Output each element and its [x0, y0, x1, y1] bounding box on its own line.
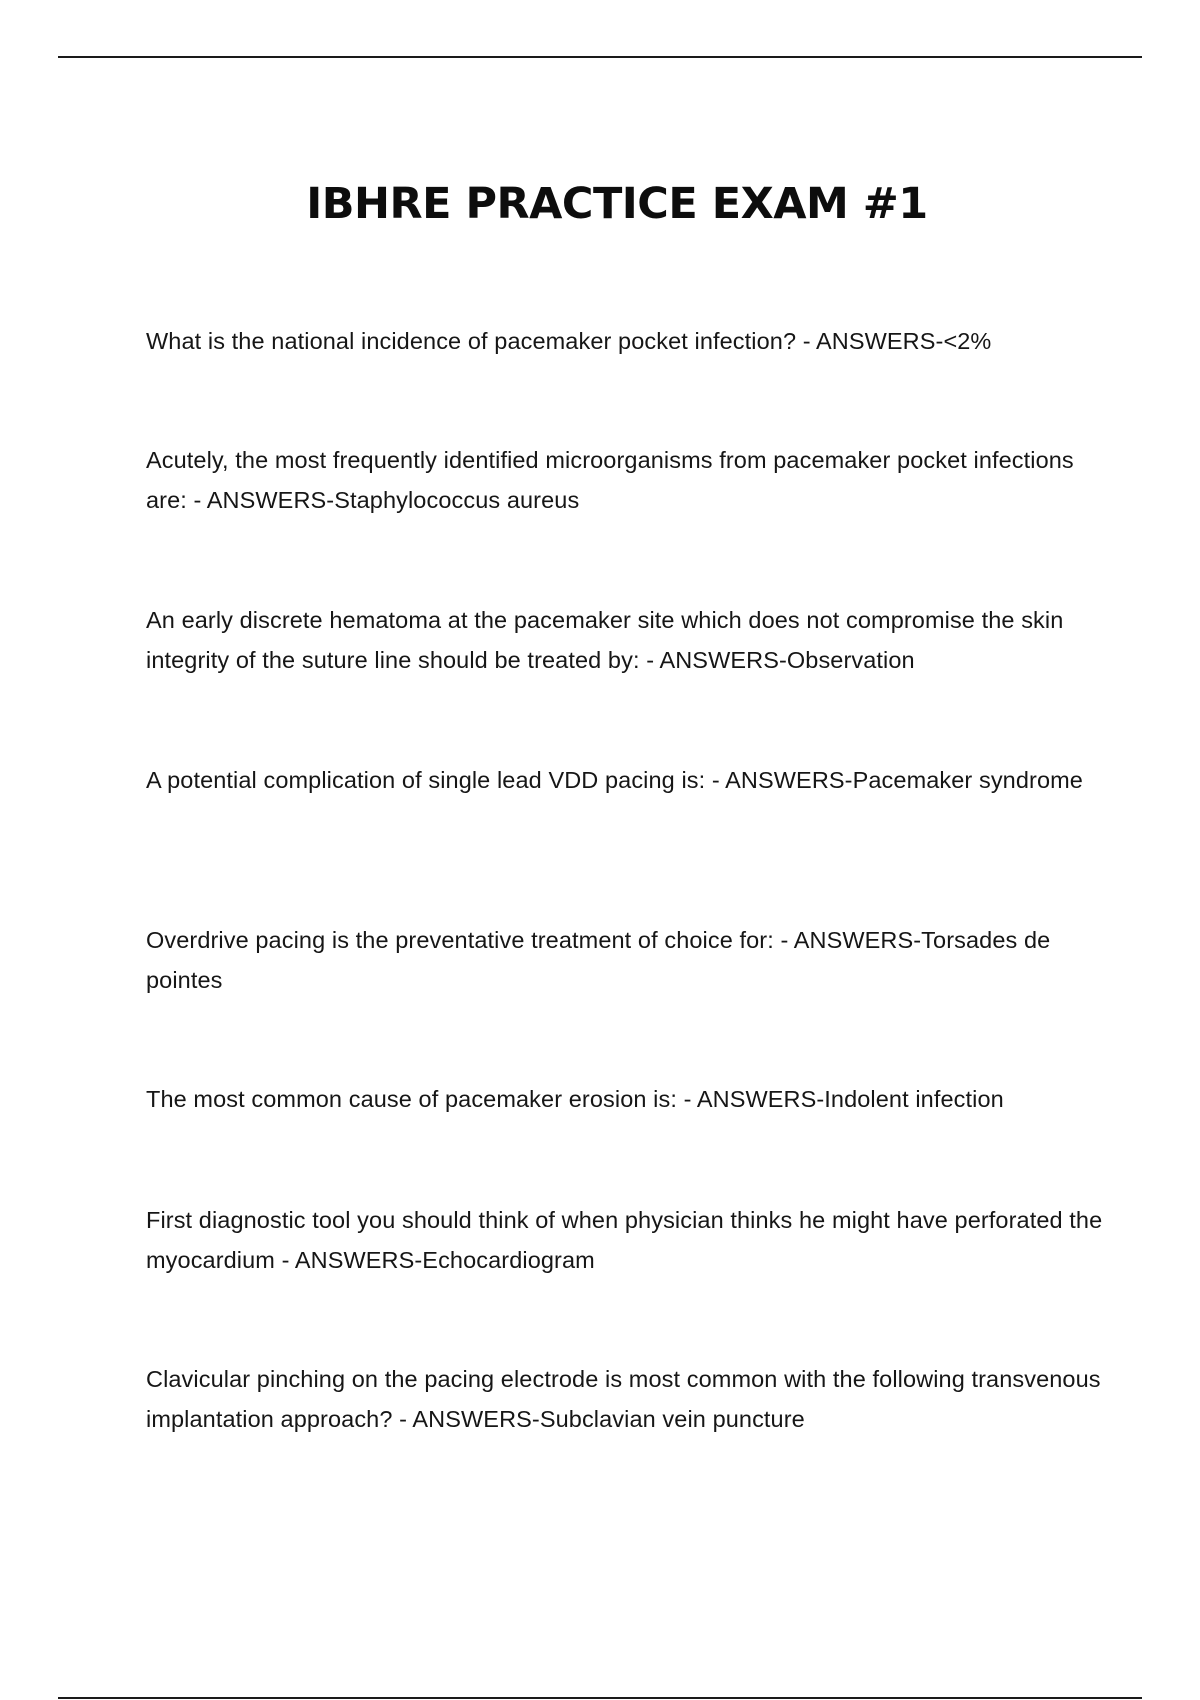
question-answer-item: An early discrete hematoma at the pacemaker site which does not compromise the skin integrity of the suture line should be treated by: - ANSWERS-Observation: [146, 606, 1064, 673]
question-answer-item: The most common cause of pacemaker erosion is: - ANSWERS-Indolent infection: [146, 1085, 1004, 1112]
bottom-divider: [58, 1697, 1142, 1699]
question-answer-item: A potential complication of single lead VDD pacing is: - ANSWERS-Pacemaker syndrome: [146, 766, 1083, 793]
question-answer-item: First diagnostic tool you should think of when physician thinks he might have perforated the myocardium - ANSWERS-Echocardiogram: [146, 1206, 1103, 1273]
question-answer-item: Overdrive pacing is the preventative treatment of choice for: - ANSWERS-Torsades de pointes: [146, 926, 1051, 993]
page-title: IBHRE PRACTICE EXAM #1: [306, 178, 928, 229]
question-answer-item: Clavicular pinching on the pacing electrode is most common with the following transvenous implantation approach? - ANSWERS-Subclavian vein puncture: [146, 1365, 1101, 1432]
question-answer-item: Acutely, the most frequently identified microorganisms from pacemaker pocket infections are: - ANSWERS-Staphylococcus aureus: [146, 446, 1074, 513]
question-answer-item: What is the national incidence of pacemaker pocket infection? - ANSWERS-<2%: [146, 327, 992, 354]
top-divider: [58, 56, 1142, 58]
